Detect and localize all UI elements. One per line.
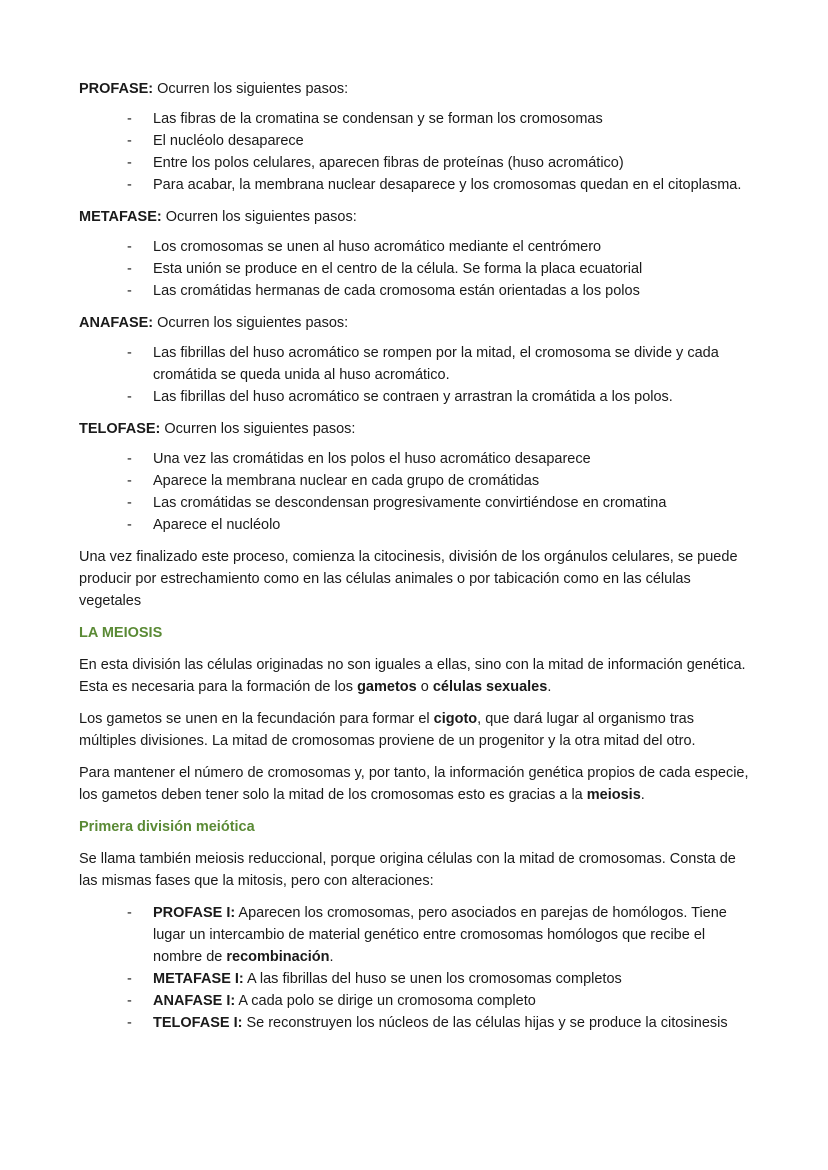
bullet-dash: - <box>127 283 132 299</box>
bullet-dash: - <box>127 451 132 467</box>
meiosis-paragraph-3: Para mantener el número de cromosomas y, por tanto, la información genética propios de cada especie, los gametos deben tener solo la mitad de los cromosomas esto es gracias a la meiosis. <box>79 765 749 803</box>
list-item: - El nucléolo desaparece <box>79 130 749 152</box>
anafase-heading: ANAFASE: Ocurren los siguientes pasos: <box>79 315 349 331</box>
telofase-steps <box>79 448 749 536</box>
list-item: - METAFASE I: A las fibrillas del huso se unen los cromosomas completos <box>79 968 749 990</box>
primera-division-heading: Primera división meiótica <box>79 819 255 835</box>
telofase-heading: TELOFASE: Ocurren los siguientes pasos: <box>79 421 356 437</box>
list-item: - Las fibrillas del huso acromático se rompen por la mitad, el cromosoma se divide y cada cromátida se queda unida al huso acromático. <box>79 342 749 386</box>
list-item: - Esta unión se produce en el centro de la célula. Se forma la placa ecuatorial <box>79 258 749 280</box>
bullet-dash: - <box>127 133 132 149</box>
list-item: - TELOFASE I: Se reconstruyen los núcleos de las células hijas y se produce la citosinesis <box>79 1012 749 1034</box>
bullet-dash: - <box>127 971 132 987</box>
bullet-dash: - <box>127 177 132 193</box>
primera-division-intro: Se llama también meiosis reduccional, porque origina células con la mitad de cromosomas. Consta de las mismas fases que la mitosis, pero con alteraciones: <box>79 851 736 889</box>
bullet-dash: - <box>127 495 132 511</box>
primera-division-steps <box>79 902 749 1034</box>
bullet-dash: - <box>127 389 132 405</box>
citocinesis-paragraph: Una vez finalizado este proceso, comienza la citocinesis, división de los orgánulos celulares, se puede producir por estrechamiento como en las células animales o por tabicación como en las células vegetales <box>79 549 738 609</box>
bullet-dash: - <box>127 155 132 171</box>
list-item: - Entre los polos celulares, aparecen fibras de proteínas (huso acromático) <box>79 152 749 174</box>
list-item: - Para acabar, la membrana nuclear desaparece y los cromosomas quedan en el citoplasma. <box>79 174 749 196</box>
meiosis-paragraph-2: Los gametos se unen en la fecundación para formar el cigoto, que dará lugar al organismo tras múltiples divisiones. La mitad de cromosomas proviene de un progenitor y la otra mitad del otro. <box>79 711 696 749</box>
list-item: - Aparece la membrana nuclear en cada grupo de cromátidas <box>79 470 749 492</box>
list-item: - Los cromosomas se unen al huso acromático mediante el centrómero <box>79 236 749 258</box>
anafase-steps <box>79 342 749 408</box>
bullet-dash: - <box>127 517 132 533</box>
list-item: - Las fibrillas del huso acromático se contraen y arrastran la cromátida a los polos. <box>79 386 749 408</box>
bullet-dash: - <box>127 473 132 489</box>
metafase-steps <box>79 236 749 302</box>
list-item: - Aparece el nucléolo <box>79 514 749 536</box>
bullet-dash: - <box>127 993 132 1009</box>
list-item: - PROFASE I: Aparecen los cromosomas, pero asociados en parejas de homólogos. Tiene lugar un intercambio de material genético entre cromosomas homólogos que recibe el nombre de recombinación. <box>79 902 749 968</box>
meiosis-paragraph-1: En esta división las células originadas no son iguales a ellas, sino con la mitad de información genética. Esta es necesaria para la formación de los gametos o células sexuales. <box>79 657 746 695</box>
list-item: - Las cromátidas hermanas de cada cromosoma están orientadas a los polos <box>79 280 749 302</box>
bullet-dash: - <box>127 905 132 921</box>
meiosis-heading: LA MEIOSIS <box>79 625 163 641</box>
bullet-dash: - <box>127 1015 132 1031</box>
bullet-dash: - <box>127 111 132 127</box>
profase-heading: PROFASE: Ocurren los siguientes pasos: <box>79 81 349 97</box>
profase-steps <box>79 108 749 196</box>
list-item: - Una vez las cromátidas en los polos el huso acromático desaparece <box>79 448 749 470</box>
bullet-dash: - <box>127 261 132 277</box>
list-item: - ANAFASE I: A cada polo se dirige un cromosoma completo <box>79 990 749 1012</box>
document-page <box>79 78 749 1044</box>
list-item: - Las fibras de la cromatina se condensan y se forman los cromosomas <box>79 108 749 130</box>
bullet-dash: - <box>127 239 132 255</box>
bullet-dash: - <box>127 345 132 361</box>
metafase-heading: METAFASE: Ocurren los siguientes pasos: <box>79 209 357 225</box>
list-item: - Las cromátidas se descondensan progresivamente convirtiéndose en cromatina <box>79 492 749 514</box>
